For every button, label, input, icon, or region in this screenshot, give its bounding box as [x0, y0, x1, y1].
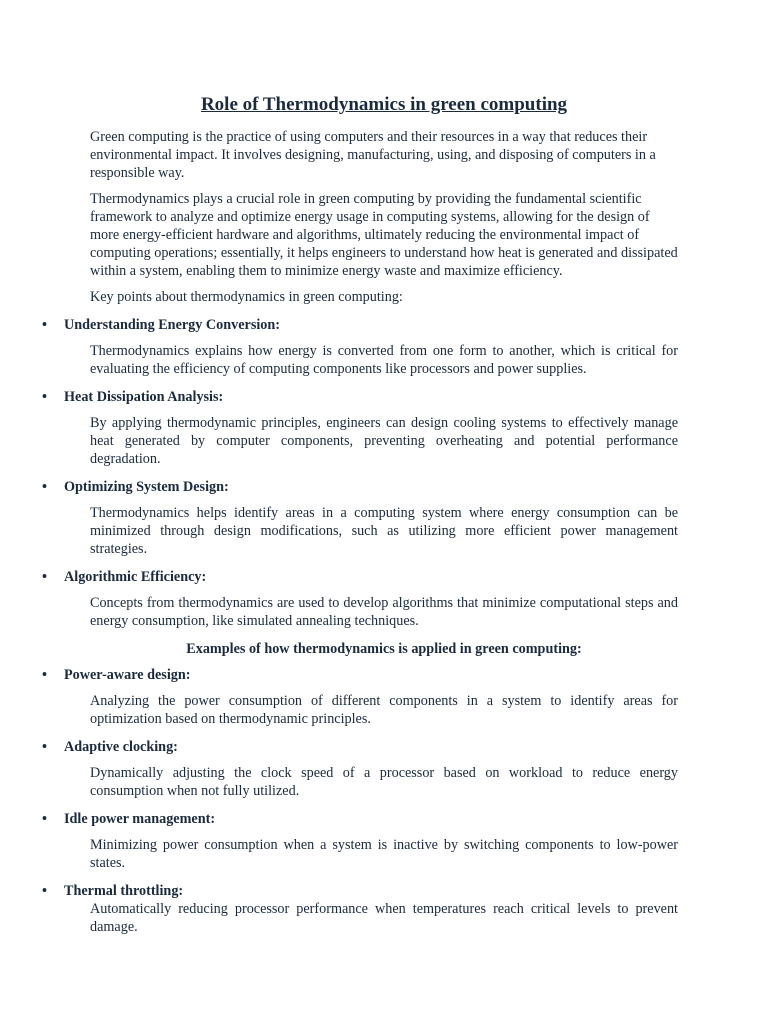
key-point-heading-text: Algorithmic Efficiency:: [64, 569, 207, 585]
key-point-heading: [42, 568, 678, 586]
bullet-icon: •: [42, 569, 47, 585]
key-point-heading-text: Heat Dissipation Analysis:: [64, 389, 224, 405]
example-heading: [42, 738, 678, 756]
key-point-heading: [42, 388, 678, 406]
key-point-body: Concepts from thermodynamics are used to develop algorithms that minimize computational steps and energy consumption, like simulated annealing techniques.: [90, 595, 678, 629]
key-point-heading: [42, 316, 678, 334]
page-title: Role of Thermodynamics in green computing: [200, 94, 568, 115]
bullet-icon: •: [42, 811, 47, 827]
example-body: Minimizing power consumption when a system is inactive by switching components to low-power states.: [90, 837, 678, 871]
example-heading-text: Power-aware design:: [64, 667, 191, 683]
key-point-body: Thermodynamics helps identify areas in a computing system where energy consumption can be minimized through design modifications, such as utilizing more efficient power management strategies.: [90, 505, 678, 557]
key-point-body: Thermodynamics explains how energy is converted from one form to another, which is critical for evaluating the efficiency of computing components like processors and power supplies.: [90, 343, 678, 377]
example-heading-text: Thermal throttling:: [64, 883, 184, 899]
key-points-label: Key points about thermodynamics in green computing:: [90, 289, 403, 305]
examples-title: Examples of how thermodynamics is applied in green computing:: [186, 641, 582, 657]
example-body: Analyzing the power consumption of different components in a system to identify areas for optimization based on thermodynamic principles.: [90, 693, 678, 727]
bullet-icon: •: [42, 667, 47, 683]
example-body: Automatically reducing processor performance when temperatures reach critical levels to prevent damage.: [90, 901, 678, 935]
intro-paragraph-1: Green computing is the practice of using computers and their resources in a way that reduces their environmental impact. It involves designing, manufacturing, using, and disposing of computers in a responsible way.: [90, 129, 656, 181]
example-heading: [42, 882, 678, 900]
example-heading-text: Adaptive clocking:: [64, 739, 178, 755]
bullet-icon: •: [42, 883, 47, 899]
bullet-icon: •: [42, 389, 47, 405]
key-point-body: By applying thermodynamic principles, engineers can design cooling systems to effectively manage heat generated by computer components, preventing overheating and potential performance degradation.: [90, 415, 678, 467]
intro-paragraph-2: Thermodynamics plays a crucial role in green computing by providing the fundamental scientific framework to analyze and optimize energy usage in computing systems, allowing for the design of more energy-efficient hardware and algorithms, ultimately reducing the environmental impact of computing operations; essentially, it helps engineers to understand how heat is generated and dissipated within a system, enabling them to minimize energy waste and maximize efficiency.: [90, 191, 678, 279]
example-heading: [42, 810, 678, 828]
example-heading: [42, 666, 678, 684]
key-point-heading-text: Understanding Energy Conversion:: [64, 317, 280, 333]
bullet-icon: •: [42, 739, 47, 755]
bullet-icon: •: [42, 479, 47, 495]
key-point-heading-text: Optimizing System Design:: [64, 479, 229, 495]
example-heading-text: Idle power management:: [64, 811, 216, 827]
example-body: Dynamically adjusting the clock speed of a processor based on workload to reduce energy consumption when not fully utilized.: [90, 765, 678, 799]
bullet-icon: •: [42, 317, 47, 333]
key-point-heading: [42, 478, 678, 496]
